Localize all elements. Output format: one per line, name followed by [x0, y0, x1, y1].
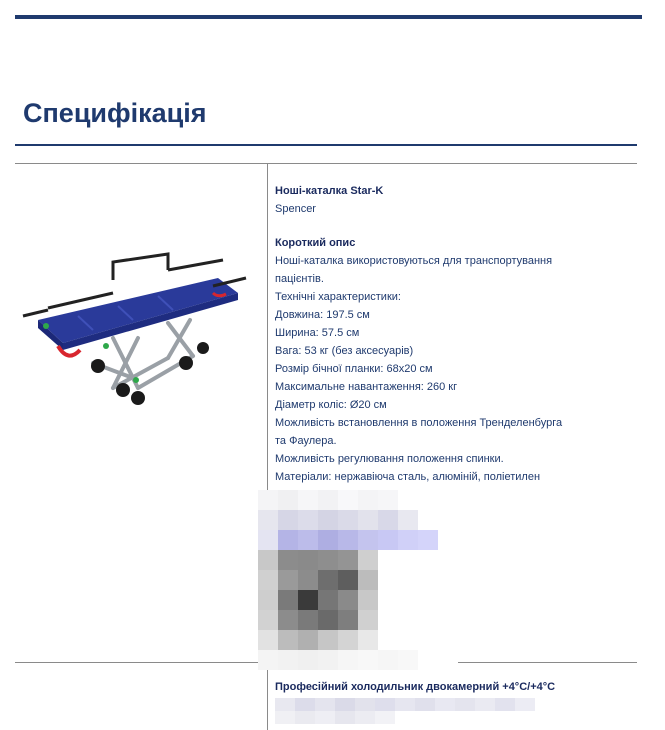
- description-line: Ширина: 57.5 см: [275, 327, 360, 339]
- description-heading: Короткий опис: [275, 237, 356, 249]
- product-name: Ноші-каталка Star-K: [275, 185, 384, 197]
- redacted-content: [275, 698, 545, 724]
- product-info: [275, 678, 625, 696]
- product-name: Професійний холодильник двокамерний +4°C/+4°C: [275, 681, 556, 693]
- redacted-content: [258, 490, 458, 666]
- description-line: Можливість встановлення в положення Тренделенбурга: [275, 417, 563, 429]
- description-line: Розмір бічної планки: 68x20 см: [275, 363, 433, 375]
- table-row-divider: [15, 163, 637, 164]
- title-underline: [15, 144, 637, 146]
- description-text: [275, 252, 625, 486]
- description-line: пацієнтів.: [275, 273, 324, 285]
- page-title: Специфікація: [23, 98, 207, 128]
- description-line: Діаметр коліс: Ø20 см: [275, 399, 387, 411]
- description-line: Довжина: 197.5 см: [275, 309, 370, 321]
- product-brand: Spencer: [275, 203, 316, 215]
- description-line: Матеріали: нержавіюча сталь, алюміній, поліетилен: [275, 471, 541, 483]
- description-line: Максимальне навантаження: 260 кг: [275, 381, 458, 393]
- stretcher-trolley-image: [18, 238, 252, 428]
- description-line: та Фаулера.: [275, 435, 337, 447]
- description-line: Можливість регулювання положення спинки.: [275, 453, 504, 465]
- table-column-divider: [267, 662, 268, 730]
- product-info: [275, 182, 625, 486]
- description-line: Ноші-каталка використовуються для транспортування: [275, 255, 553, 267]
- description-line: Вага: 53 кг (без аксесуарів): [275, 345, 414, 357]
- header-rule: [15, 15, 642, 19]
- description-line: Технічні характеристики:: [275, 291, 401, 303]
